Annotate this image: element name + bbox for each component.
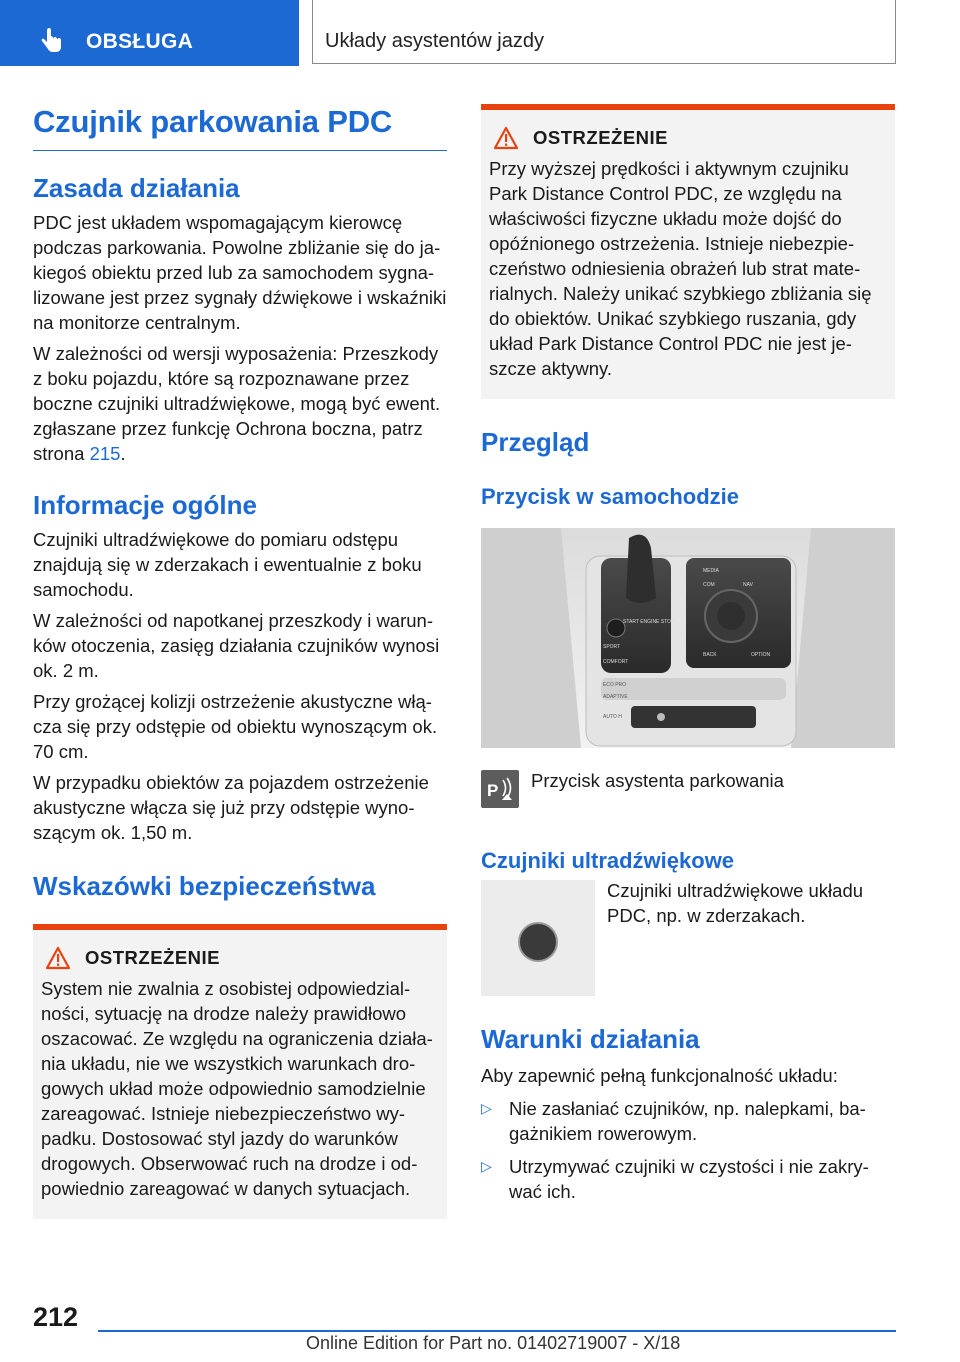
media-label: MEDIA [703, 568, 719, 574]
chapter-title: Układy asystentów jazdy [325, 30, 544, 52]
page-title: Czujnik parkowania PDC [33, 104, 447, 151]
principle-text: W zależności od wersji wyposażenia: Przeszkody z boku pojazdu, które są rozpoznawane przez boczne czujniki ultradźwiękowe, mogą być ewent. zgłaszane przez funkcję Ochrona boczna, patrz strona [33, 343, 441, 464]
warning-triangle-icon [493, 126, 519, 150]
warning-triangle-icon [45, 946, 71, 970]
svg-text:P: P [487, 781, 499, 800]
option-label: OPTION [751, 652, 771, 658]
button-caption: Przycisk asystenta parkowania [531, 770, 784, 791]
nav-label: NAV [743, 582, 753, 588]
warning-box-2 [481, 104, 895, 399]
auto-h-label: AUTO H [603, 714, 622, 720]
center-console-illustration [481, 528, 895, 748]
sensor-photo [481, 880, 595, 996]
warning-text: Przy wyższej prędkości i aktywnym czujniku Park Distance Control PDC, ze względu na właściwości fizyczne układu może dojść do opóźnionego ostrzeżenia. Istnieje niebezpieczeństwo odniesienia obrażeń lub strat materialnych. Należy unikać szybkiego zbliżania się do obiektów. Unikać szybkiego ruszania, gdy układ Park Distance Control PDC nie jest jeszcze aktywny. [489, 158, 872, 379]
start-stop-label: START ENGINE STOP [623, 619, 675, 625]
list-item-text: Utrzymywać czujniki w czystości i nie zakrywać ich. [509, 1156, 869, 1202]
principle-paragraph-2 [33, 341, 447, 466]
footer-edition: Online Edition for Part no. 01402719007 - X/18 [306, 1333, 681, 1353]
conditions-intro: Aby zapewnić pełną funkcjonalność układu: [481, 1065, 838, 1086]
section-tab[interactable] [0, 0, 299, 66]
center-console-photo [481, 528, 895, 748]
warning-box-1 [33, 924, 447, 1219]
general-paragraph-3: Przy grożącej kolizji ostrzeżenie akustyczne włącza się przy odstępie od obiektu wynoszącym ok. 70 cm. [33, 691, 438, 762]
page-number: 212 [33, 1302, 79, 1332]
chapter-header [312, 0, 896, 64]
heading-overview: Przegląd [481, 427, 590, 457]
sport-label: SPORT [603, 644, 621, 650]
heading-principle: Zasada działania [33, 173, 240, 203]
heading-sensors: Czujniki ultradźwiękowe [481, 848, 735, 873]
warning-label: OSTRZEŻENIE [85, 947, 221, 968]
back-label: BACK [703, 652, 717, 658]
list-item [481, 1096, 895, 1146]
general-paragraph-2: W zależności od napotkanej przeszkody i warunków otoczenia, zasięg działania czujników wynosi ok. 2 m. [33, 610, 440, 681]
list-item-text: Nie zasłaniać czujników, np. nalepkami, bagażnikiem rowerowym. [509, 1098, 866, 1144]
pdc-button-row [481, 770, 895, 808]
warning-text: System nie zwalnia z osobistej odpowiedzialności, sytuację na drodze należy prawidłowo oszacować. Ze względu na ograniczenia działania układu, nie we wszystkich warunkach drogowych układ może odpowiednio samodzielnie zareagować. Istnieje niebezpieczeństwo wypadku. Dostosować styl jazdy do warunków drogowych. Obserwować ruch na drodze i odpowiednio zareagować w danych sytuacjach. [41, 978, 433, 1199]
left-column [33, 104, 447, 1219]
section-label: OBSŁUGA [86, 30, 194, 53]
heading-button: Przycisk w samochodzie [481, 484, 739, 509]
general-paragraph-4: W przypadku obiektów za pojazdem ostrzeżenie akustyczne włącza się już przy odstępie wynoszącym ok. 1,50 m. [33, 772, 429, 843]
sensor-row [481, 880, 895, 996]
list-item [481, 1154, 895, 1204]
bullet-triangle-icon: ▷ [481, 1100, 492, 1116]
com-label: COM [703, 582, 715, 588]
sensors-text: Czujniki ultradźwiękowe układu PDC, np. w zderzakach. [607, 880, 864, 926]
general-paragraph-1: Czujniki ultradźwiękowe do pomiaru odstępu znajdują się w zderzakach i ewentualnie z boku samochodu. [33, 529, 422, 600]
comfort-label: COMFORT [603, 659, 629, 665]
footer-divider [98, 1330, 896, 1332]
principle-text-end: . [120, 443, 126, 464]
principle-paragraph-1: PDC jest układem wspomagającym kierowcę podczas parkowania. Powolne zbliżanie się do jakiegoś obiektu przed lub za samochodem sygnalizowane jest przez sygnały dźwiękowe i wskaźniki na monitorze centralnym. [33, 212, 447, 333]
heading-general-info: Informacje ogólne [33, 490, 257, 520]
right-column [481, 104, 895, 1204]
ecopro-label: ECO PRO [603, 682, 627, 688]
heading-conditions: Warunki działania [481, 1024, 700, 1054]
hand-pointer-icon [40, 28, 64, 54]
bullet-triangle-icon: ▷ [481, 1158, 492, 1174]
warning-label: OSTRZEŻENIE [533, 127, 669, 148]
heading-safety: Wskazówki bezpieczeństwa [33, 871, 376, 901]
park-assist-button-icon [481, 770, 519, 808]
adaptive-label: ADAPTIVE [603, 694, 628, 700]
page-link-215[interactable]: 215 [89, 443, 121, 464]
